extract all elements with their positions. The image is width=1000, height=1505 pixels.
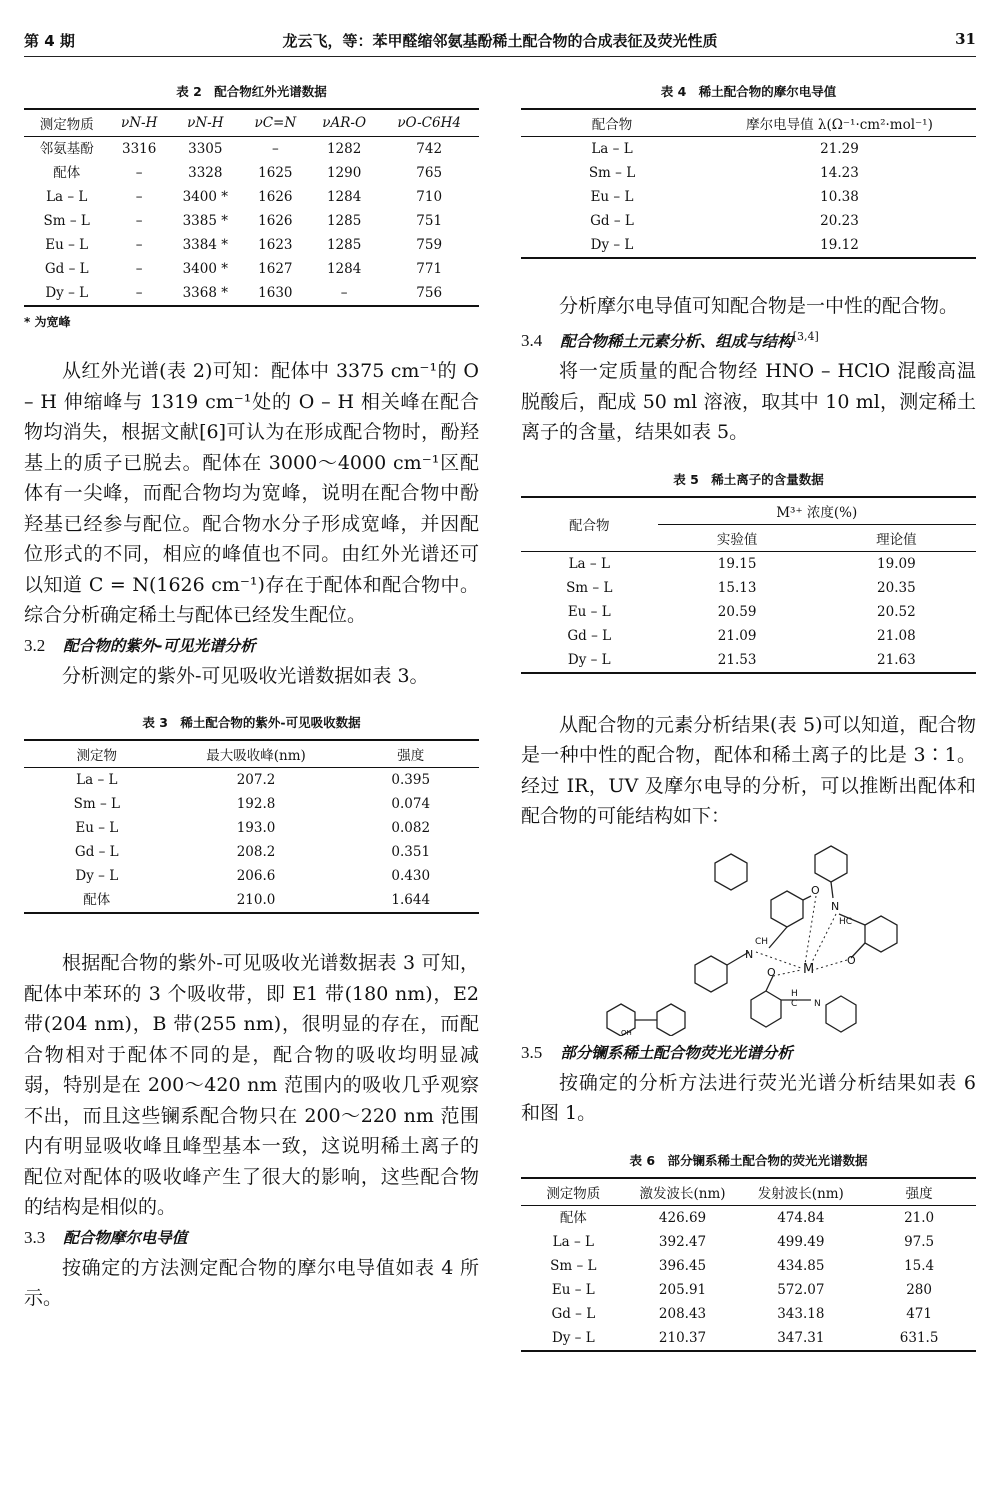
phenyl-ring <box>715 854 747 890</box>
table-row <box>24 888 479 913</box>
table2-header: νO-C6H4 <box>379 109 479 137</box>
table2-header: νC=N <box>242 109 309 137</box>
table-row <box>521 137 976 162</box>
table3-body <box>24 768 479 914</box>
section-title: 配合物稀土元素分析、组成与结构 <box>560 332 793 351</box>
paragraph: 从配合物的元素分析结果(表 5)可以知道，配合物是一种中性的配合物，配体和稀土离子的比是 3∶1。经过 IR，UV 及摩尔电导的分析，可以推断出配体和配合物的可能结构如下： <box>521 713 976 828</box>
table-cell: 14.23 <box>820 165 859 181</box>
phenyl-ring <box>826 996 856 1032</box>
table-cell: 19.09 <box>877 555 916 572</box>
row-label: 配体 <box>559 1209 587 1226</box>
table-cell: 0.430 <box>391 868 431 884</box>
paragraph: 将一定质量的配合物经 HNO – HClO 混酸高温脱酸后，配成 50 ml 溶液，取其中 10 ml，测定稀土离子的含量，结果如表 5。 <box>521 360 976 444</box>
table-cell: 1626 <box>258 189 293 205</box>
row-label: Gd – L <box>551 1305 596 1322</box>
paragraph: 从红外光谱(表 2)可知：配体中 3375 cm⁻¹的 O – H 伸缩峰与 1319 cm⁻¹处的 O – H 相关峰在配合物均消失，根据文献[6]可认为在形成配合物时，酚羟基上的质子已脱去。配体在 3000～4000 cm⁻¹区配体有一尖峰，而配合物均为宽峰，说明在配合物中酚羟基已经参与配位。配合物水分子形成宽峰，并因配位形式的不同，相应的峰值也不同。由红外光谱还可以知道 C = N(1626 cm⁻¹)存在于配体和配合物中。综合分析确定稀土与配体已经发生配位。 <box>24 360 479 626</box>
table-row <box>521 185 976 209</box>
atom-label: O <box>767 965 776 979</box>
table4-caption: 表 4 稀土配合物的摩尔电导值 <box>660 84 837 99</box>
atom-label: H <box>791 988 798 999</box>
coordination-bond <box>805 896 816 964</box>
table3-header: 最大吸收峰(nm) <box>170 740 343 768</box>
row-label: La – L <box>568 555 610 572</box>
table-row <box>521 1278 976 1302</box>
section-number: 3.2 <box>24 635 46 655</box>
table-cell: 20.23 <box>820 213 859 229</box>
table-cell: 474.84 <box>777 1209 825 1226</box>
section-title: 部分镧系稀土配合物荧光光谱分析 <box>560 1043 793 1062</box>
table-cell: 20.59 <box>717 603 757 620</box>
table-cell: 19.12 <box>820 237 859 253</box>
row-label: Gd – L <box>567 627 612 644</box>
table-row <box>521 1230 976 1254</box>
paragraph: 分析摩尔电导值可知配合物是一中性的配合物。 <box>559 295 959 317</box>
table-cell: 1623 <box>258 237 293 253</box>
table2-header: νN-H <box>109 109 168 137</box>
table-row <box>521 1205 976 1230</box>
table-cell: 3316 <box>122 141 157 157</box>
table-cell: 1282 <box>326 141 362 157</box>
table-cell: 207.2 <box>236 772 276 788</box>
row-label: Eu – L <box>45 237 89 253</box>
table-cell: – <box>135 189 143 205</box>
table-cell: 21.08 <box>877 627 916 644</box>
section-heading <box>24 1223 479 1253</box>
row-label: Eu – L <box>590 189 634 205</box>
table-cell: 1290 <box>326 165 362 181</box>
table-row <box>24 137 479 162</box>
left-column <box>24 70 479 1314</box>
table-cell: – <box>135 261 143 277</box>
table-cell: 396.45 <box>658 1257 707 1274</box>
table-row <box>24 768 479 793</box>
table-row <box>24 161 479 185</box>
running-title: 龙云飞，等：苯甲醛缩邻氨基酚稀土配合物的合成表征及荧光性质 <box>282 32 718 50</box>
paragraph: 分析测定的紫外-可见吸收光谱数据如表 3。 <box>62 664 429 687</box>
table6-header: 强度 <box>862 1178 976 1206</box>
table-cell: 210.37 <box>658 1329 707 1346</box>
atom-label: O <box>811 883 820 897</box>
phenol-ring <box>771 891 803 927</box>
table2-header: νAR-O <box>309 109 379 137</box>
table-cell: 3400 * <box>182 261 228 277</box>
paragraph: 按确定的方法测定配合物的摩尔电导值如表 4 所示。 <box>24 1256 479 1309</box>
table3 <box>24 739 479 914</box>
table-cell: 1627 <box>258 261 293 277</box>
row-label: Sm – L <box>73 796 120 812</box>
table5-subheader: 实验值 <box>658 524 817 551</box>
table-cell: – <box>271 141 279 157</box>
table-cell: 10.38 <box>820 189 859 205</box>
table6-caption: 表 6 部分镧系稀土配合物的荧光光谱数据 <box>629 1152 868 1168</box>
table6-header: 测定物质 <box>521 1178 626 1206</box>
row-label: Gd – L <box>590 213 634 229</box>
phenyl-ring <box>815 846 847 882</box>
row-label: 配体 <box>83 892 111 908</box>
issue-number: 第 4 期 <box>24 32 75 50</box>
atom-label: C <box>791 998 798 1009</box>
table-cell: 343.18 <box>777 1305 825 1322</box>
table-cell: 1284 <box>326 261 362 277</box>
table-cell: – <box>135 165 143 181</box>
coordination-bond <box>813 960 847 970</box>
row-label: Dy – L <box>75 868 119 884</box>
complex-structure-diagram <box>521 836 976 1036</box>
table-cell: 710 <box>416 189 443 205</box>
phenyl-ring <box>657 1004 685 1036</box>
table-row <box>24 185 479 209</box>
table-cell: 21.09 <box>717 627 757 644</box>
table-cell: 0.395 <box>391 772 431 788</box>
page-number: 31 <box>955 30 976 48</box>
section-number: 3.3 <box>24 1227 46 1247</box>
table-cell: 21.53 <box>717 651 757 668</box>
table-cell: 97.5 <box>904 1233 935 1250</box>
bond <box>831 882 833 898</box>
table-cell: 15.4 <box>904 1257 935 1274</box>
row-label: La – L <box>591 141 633 157</box>
table-cell: – <box>135 285 143 301</box>
table-row <box>521 209 976 233</box>
row-label: Eu – L <box>75 820 119 836</box>
row-label: Sm – L <box>43 213 90 229</box>
table-cell: 280 <box>906 1281 932 1298</box>
header-rule <box>24 56 976 57</box>
table-cell: 208.2 <box>236 844 276 860</box>
atom-label: N <box>831 899 840 913</box>
row-label: La – L <box>46 189 88 205</box>
table5-subheader: 理论值 <box>817 524 976 551</box>
table-cell: 21.63 <box>877 651 916 668</box>
table-cell: 0.074 <box>391 796 431 812</box>
table-cell: 21.29 <box>820 141 859 157</box>
table-cell: 0.351 <box>391 844 431 860</box>
table-cell: 426.69 <box>658 1209 707 1226</box>
table5-caption: 表 5 稀土离子的含量数据 <box>673 471 824 487</box>
table-row <box>521 1326 976 1351</box>
table5 <box>521 496 976 674</box>
table-cell: 20.35 <box>877 579 916 596</box>
table6-header: 激发波长(nm) <box>626 1178 740 1206</box>
row-label: Sm – L <box>550 1257 597 1274</box>
atom-label: CH <box>755 936 769 947</box>
table-cell: 631.5 <box>899 1329 939 1346</box>
table-cell: 0.082 <box>391 820 431 836</box>
table-cell: 3385 * <box>182 213 228 229</box>
atom-label: O <box>847 953 856 967</box>
table3-header: 强度 <box>342 740 479 768</box>
paragraph: 按确定的分析方法进行荧光光谱分析结果如表 6 和图 1。 <box>521 1071 976 1125</box>
table-row <box>521 624 976 648</box>
paragraph: 根据配合物的紫外-可见吸收光谱数据表 3 可知，配体中苯环的 3 个吸收带，即 E1 带(180 nm)，E2 带(204 nm)，B 带(255 nm)，很明显的存在，而配合物相对于配体不同的是，配合物的吸收均明显减弱，特别是在 200～420 nm 范围内的吸收几乎观察不出，而且这些镧系配合物只在 200～220 nm 范围内有明显吸收峰且峰型基本一致，这说明稀土离子的配位对配体的吸收峰产生了很大的影响，这些配合物的结构是相似的。 <box>24 952 479 1218</box>
atom-label: N <box>745 947 754 961</box>
table2-header: 测定物质 <box>24 109 109 137</box>
table-cell: 3328 <box>188 165 223 181</box>
table5-body <box>521 551 976 673</box>
table-cell: – <box>340 285 348 301</box>
section-heading <box>521 322 976 357</box>
table-cell: 471 <box>906 1305 932 1322</box>
table-cell: 208.43 <box>658 1305 707 1322</box>
table-row <box>24 209 479 233</box>
table-cell: 765 <box>416 165 443 181</box>
row-label: Dy – L <box>45 285 89 301</box>
table6-body <box>521 1205 976 1351</box>
table-cell: 434.85 <box>777 1257 825 1274</box>
table4 <box>521 108 976 259</box>
row-label: Eu – L <box>551 1281 595 1298</box>
table-row <box>24 840 479 864</box>
section-reference: [3,4] <box>792 329 819 343</box>
table-cell: 206.6 <box>236 868 276 884</box>
row-label: Dy – L <box>551 1329 595 1346</box>
atom-label: N <box>814 998 821 1009</box>
structure-svg <box>521 836 976 1036</box>
table-cell: 15.13 <box>717 579 757 596</box>
table4-body <box>521 137 976 259</box>
table-cell: 1625 <box>258 165 293 181</box>
table-row <box>24 281 479 306</box>
table-cell: 3384 * <box>182 237 228 253</box>
row-label: La – L <box>552 1233 594 1250</box>
table-row <box>24 257 479 281</box>
metal-label: M <box>803 961 815 977</box>
row-label: 配体 <box>53 165 81 181</box>
table-cell: 759 <box>416 237 443 253</box>
section-title: 配合物摩尔电导值 <box>63 1228 188 1247</box>
row-label: Gd – L <box>44 261 89 277</box>
table3-caption: 表 3 稀土配合物的紫外-可见吸收数据 <box>142 715 361 730</box>
section-number: 3.4 <box>521 331 543 351</box>
atom-label: HC <box>839 916 853 927</box>
table-cell: 205.91 <box>658 1281 707 1298</box>
table-cell: 499.49 <box>777 1233 825 1250</box>
table3-header-row <box>24 740 479 768</box>
table-cell: 572.07 <box>777 1281 825 1298</box>
section-number: 3.5 <box>521 1042 543 1062</box>
table-cell: – <box>135 237 143 253</box>
table-row <box>521 600 976 624</box>
table-cell: 756 <box>416 285 443 301</box>
table6 <box>521 1177 976 1352</box>
table-cell: 1630 <box>258 285 293 301</box>
table2-body <box>24 137 479 307</box>
table-row <box>521 1254 976 1278</box>
row-label: Dy – L <box>590 237 634 253</box>
table-row <box>24 816 479 840</box>
row-label: Gd – L <box>74 844 119 860</box>
table5-header-row <box>521 497 976 525</box>
table2-caption: 表 2 配合物红外光谱数据 <box>176 84 327 99</box>
bond <box>769 927 787 948</box>
phenyl-ring <box>695 956 727 992</box>
table-cell: 771 <box>416 261 443 277</box>
table-cell: 347.31 <box>777 1329 825 1346</box>
table3-header: 测定物 <box>24 740 170 768</box>
table-cell: 1285 <box>326 237 362 253</box>
table5-header-group: M³⁺ 浓度(%) <box>658 497 977 525</box>
table-cell: – <box>135 213 143 229</box>
table-cell: 3368 * <box>182 285 228 301</box>
table-cell: 20.52 <box>877 603 916 620</box>
coordination-bond <box>773 970 801 976</box>
table-cell: 392.47 <box>658 1233 707 1250</box>
table-cell: 3400 * <box>182 189 228 205</box>
atom-label: OH <box>621 1028 632 1036</box>
table-cell: 21.0 <box>904 1209 935 1226</box>
row-label: La – L <box>76 772 118 788</box>
table-cell: 742 <box>416 141 443 157</box>
table-row <box>521 576 976 600</box>
table-cell: 19.15 <box>717 555 757 572</box>
table-row <box>521 551 976 576</box>
table2-header-row <box>24 109 479 137</box>
bond <box>803 896 811 900</box>
table4-header: 配合物 <box>521 109 703 137</box>
table-cell: 751 <box>416 213 443 229</box>
row-label: Sm – L <box>566 579 613 596</box>
table5-header: 配合物 <box>521 497 658 552</box>
phenol-ring <box>751 991 781 1027</box>
coordination-bond <box>756 952 801 968</box>
row-label: Sm – L <box>588 165 636 181</box>
table2-note: * 为宽峰 <box>24 315 71 329</box>
table-row <box>24 233 479 257</box>
table6-header-row <box>521 1178 976 1206</box>
table4-header-row <box>521 109 976 137</box>
table-row <box>24 792 479 816</box>
coordination-bond <box>811 914 836 964</box>
table-cell: 1.644 <box>391 892 431 908</box>
section-heading <box>521 1038 976 1068</box>
table2 <box>24 108 479 307</box>
table6-header: 发射波长(nm) <box>739 1178 862 1206</box>
table-row <box>24 864 479 888</box>
table-row <box>521 161 976 185</box>
table-cell: 210.0 <box>236 892 276 908</box>
table-row <box>521 648 976 673</box>
row-label: Dy – L <box>567 651 611 668</box>
table-row <box>521 1302 976 1326</box>
table-cell: 1626 <box>258 213 293 229</box>
table4-header: 摩尔电导值 λ(Ω⁻¹·cm²·mol⁻¹) <box>703 109 976 137</box>
row-label: Eu – L <box>567 603 611 620</box>
table-cell: 192.8 <box>236 796 276 812</box>
phenol-ring <box>865 916 897 952</box>
section-heading <box>24 631 479 661</box>
section-title: 配合物的紫外-可见光谱分析 <box>63 636 256 655</box>
table-cell: 1284 <box>326 189 362 205</box>
table-cell: 193.0 <box>236 820 276 836</box>
table-cell: 3305 <box>188 141 223 157</box>
table2-header: νN-H <box>169 109 242 137</box>
table-row <box>521 233 976 258</box>
page-header <box>24 26 976 52</box>
row-label: 邻氨基酚 <box>39 141 94 157</box>
right-column <box>521 70 976 1352</box>
table-cell: 1285 <box>326 213 362 229</box>
